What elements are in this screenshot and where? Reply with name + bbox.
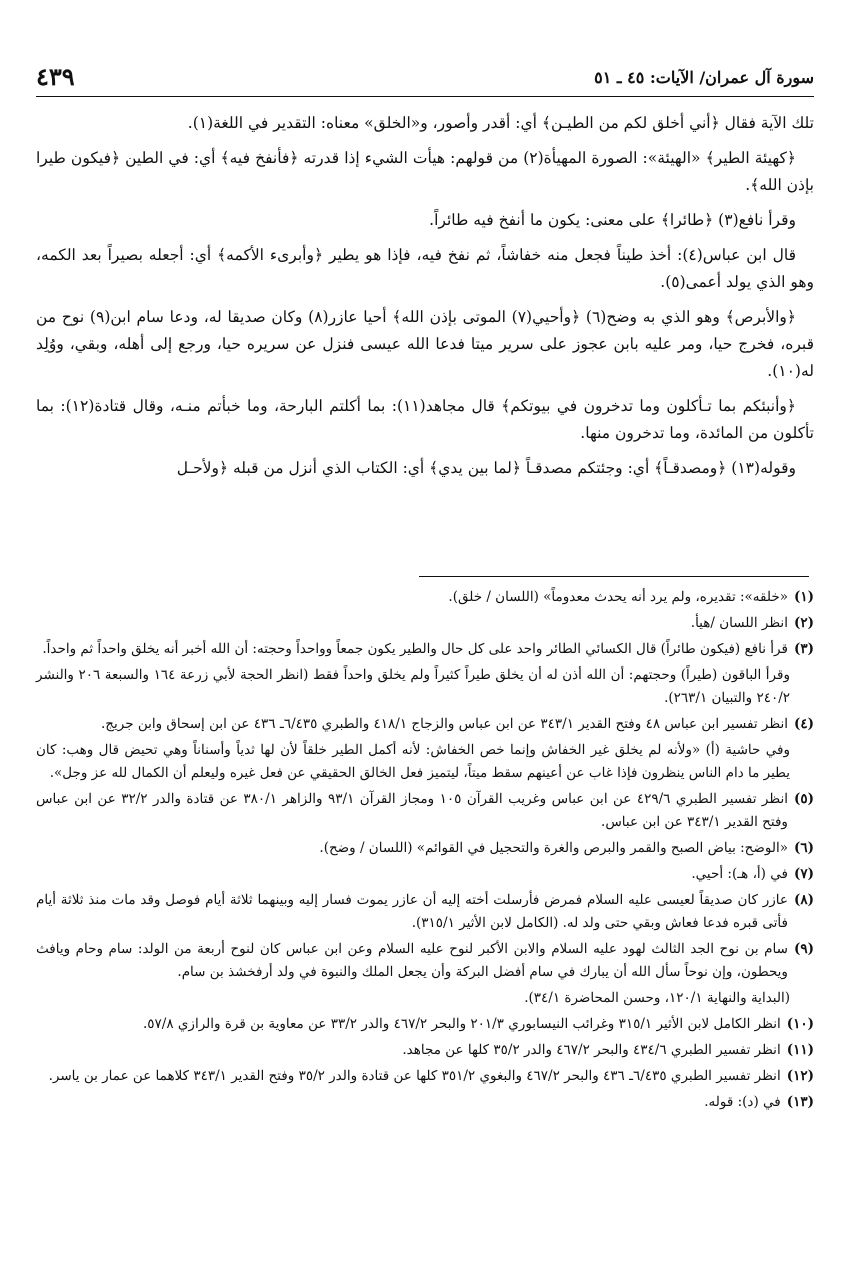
footnote-number: (١) — [793, 589, 814, 605]
paragraph: ﴿والأبرص﴾ وهو الذي به وضح(٦) ﴿وأحيي(٧) الموتى بإذن الله﴾ أحيا عازر(٨) وكان صديقا له، ودعا سام ابن(٩) نوح من قبره، فخرج حيا، ومر عليه بابن عجوز على سرير ميتا فدعا الله عيسى فنزل عن سريره حيا، ورجع إلى أهله، وبقي، ووُلِد له(١٠). — [36, 308, 814, 380]
running-header — [36, 60, 814, 97]
page-number: ٤٣٩ — [36, 62, 75, 91]
footnote — [36, 586, 814, 609]
footnote-text: انظر تفسير ابن عباس ٤٨ وفتح القدير ٣٤٣/١ عن ابن عباس والزجاج ٤١٨/١ والطبري ٦/٤٣٥ـ ٤٣٦ عن ابن إسحاق وابن جريج. — [100, 716, 788, 732]
footnote-number: (٩) — [793, 941, 814, 957]
footnote-number: (٦) — [793, 840, 814, 856]
footnote-number: (١١) — [786, 1042, 814, 1058]
footnote-text: عازر كان صديقاً لعيسى عليه السلام فمرض فأرسلت أخته إليه أن عازر يموت فسار إليه وبينهما ثلاثة أيام فوصل وقد مات منذ ثلاثة أيام فأتى قبره فدعا فعاش وبقي حتى ولد له. (الكامل لابن الأثير ٣١٥/١). — [36, 892, 788, 931]
footnote-text: سام بن نوح الجد الثالث لهود عليه السلام والابن الأكبر لنوح عليه السلام وعن ابن عباس كان لنوح أربعة من الولد: سام وحام ويافث ويحطون، وإن نوحاً سأل الله أن يبارك في سام أفضل البركة وأن يجعل الملك والنبوة في ولد أرفخشذ بن سام. — [36, 941, 788, 980]
footnote-text: (البداية والنهاية ١٢٠/١، وحسن المحاضرة ٣٤/١). — [524, 990, 790, 1006]
footnote — [36, 638, 814, 661]
footnote-continuation — [36, 664, 814, 710]
paragraph: ﴿كهيئة الطير﴾ «الهيئة»: الصورة المهيأة(٢) من قولهم: هيأت الشيء إذا قدرته ﴿فأنفخ فيه﴾ أي: في الطين ﴿فيكون طيرا بإذن الله﴾. — [36, 149, 814, 194]
paragraph: وقوله(١٣) ﴿ومصدقـاً﴾ أي: وجئتكم مصدقـاً ﴿لما بين يدي﴾ أي: الكتاب الذي أنزل من قبله ﴿ولأحـل — [176, 459, 796, 477]
footnote-number: (١٢) — [786, 1068, 814, 1084]
footnotes — [36, 586, 814, 1117]
footnote-number: (٤) — [793, 716, 814, 732]
footnote-text: قرأ نافع (فيكون طائراً) قال الكسائي الطائر واحد على كل حال والطير يكون جمعاً وواحداً وحجته: أن الله أخبر أنه يخلق واحداً ثم واحداً. — [42, 641, 788, 657]
footnote — [36, 938, 814, 984]
footnote — [36, 863, 814, 886]
footnote-number: (١٠) — [786, 1016, 814, 1032]
footnote-continuation — [36, 739, 814, 785]
footnote — [36, 1091, 814, 1114]
footnote — [36, 837, 814, 860]
footnote-text: انظر تفسير الطبري ٤٣٤/٦ والبحر ٤٦٧/٢ والدر ٣٥/٢ كلها عن مجاهد. — [402, 1042, 781, 1058]
paragraph: قال ابن عباس(٤): أخذ طيناً فجعل منه خفاشاً، ثم نفخ فيه، فإذا هو يطير ﴿وأبرىء الأكمه﴾ أي: أجعله بصيراً بعد الكمه، وهو الذي يولد أعمى(٥). — [36, 246, 814, 291]
footnote-text: انظر اللسان /هيأ. — [690, 615, 788, 631]
footnote-text: وفي حاشية (أ) «ولأنه لم يخلق غير الخفاش وإنما خص الخفاش: لأنه أكمل الطير خلقاً لأن لها ثدياً وأسناناً وهي تحيض قال وهب: كان يطير ما دام الناس ينظرون فإذا غاب عن أعينهم سقط ميتاً، ليتميز فعل الخالق الحقيقي عن فعل غيره وليعلم أن الكمال لله عز وجل». — [36, 742, 790, 781]
footnote-text: انظر تفسير الطبري ٤٢٩/٦ عن ابن عباس وغريب القرآن ١٠٥ ومجاز القرآن ٩٣/١ والزاهر ٣٨٠/١ عن قتادة والدر ٣٢/٢ عن ابن عباس وفتح القدير ٣٤٣/١ عن ابن عباس. — [36, 791, 788, 830]
footnote — [36, 788, 814, 834]
footnote-number: (٨) — [793, 892, 814, 908]
footnote-text: «خلقه»: تقديره، ولم يرد أنه يحدث معدوماً» (اللسان / خلق). — [448, 589, 788, 605]
footnote — [36, 889, 814, 935]
footnote-continuation — [36, 987, 814, 1010]
footnote-number: (١٣) — [786, 1094, 814, 1110]
page-title: سورة آل عمران/ الآيات: ٤٥ ـ ٥١ — [594, 68, 814, 87]
footnote-text: «الوضح: بياض الصبح والقمر والبرص والغرة والتحجيل في القوائم» (اللسان / وضح). — [319, 840, 788, 856]
paragraph: تلك الآية فقال ﴿أني أخلق لكم من الطيـن﴾ أي: أقدر وأصور، و«الخلق» معناه: التقدير في اللغة(١). — [187, 114, 814, 132]
footnote — [36, 1013, 814, 1036]
footnote-divider — [419, 576, 809, 577]
footnote — [36, 612, 814, 635]
footnote — [36, 713, 814, 736]
footnote-number: (٣) — [793, 641, 814, 657]
paragraph: ﴿وأنبئكم بما تـأكلون وما تدخرون في بيوتكم﴾ قال مجاهد(١١): بما أكلتم البارحة، وما خبأتم منـه، وقال قتادة(١٢): بما تأكلون من المائدة، وما تدخرون منها. — [36, 397, 814, 442]
footnote-number: (٥) — [793, 791, 814, 807]
footnote — [36, 1039, 814, 1062]
footnote-number: (٧) — [793, 866, 814, 882]
footnote-number: (٢) — [793, 615, 814, 631]
footnote-text: في (د): قوله. — [704, 1094, 781, 1110]
footnote-text: في (أ، هـ): أحيي. — [691, 866, 788, 882]
paragraph: وقرأ نافع(٣) ﴿طائرا﴾ على معنى: يكون ما أنفخ فيه طائراً. — [429, 211, 796, 229]
footnote-text: انظر تفسير الطبري ٦/٤٣٥ـ ٤٣٦ والبحر ٤٦٧/٢ والبغوي ٣٥١/٢ كلها عن قتادة والدر ٣٥/٢ وفتح القدير ٣٤٣/١ كلاهما عن عمار بن ياسر. — [48, 1068, 781, 1084]
footnote-text: وقرأ الباقون (طيراً) وحجتهم: أن الله أذن له أن يخلق طيراً كثيراً ولم يخلق واحداً فقط (انظر الحجة لأبي زرعة ١٦٤ والسبعة ٢٠٦ والنشر ٢٤٠/٢ والتبيان ٢٦٣/١). — [36, 667, 790, 706]
footnote — [36, 1065, 814, 1088]
main-text — [36, 110, 814, 490]
footnote-text: انظر الكامل لابن الأثير ٣١٥/١ وغرائب النيسابوري ٢٠١/٣ والبحر ٤٦٧/٢ والدر ٣٣/٢ عن معاوية بن قرة والرازي ٥٧/٨. — [142, 1016, 781, 1032]
